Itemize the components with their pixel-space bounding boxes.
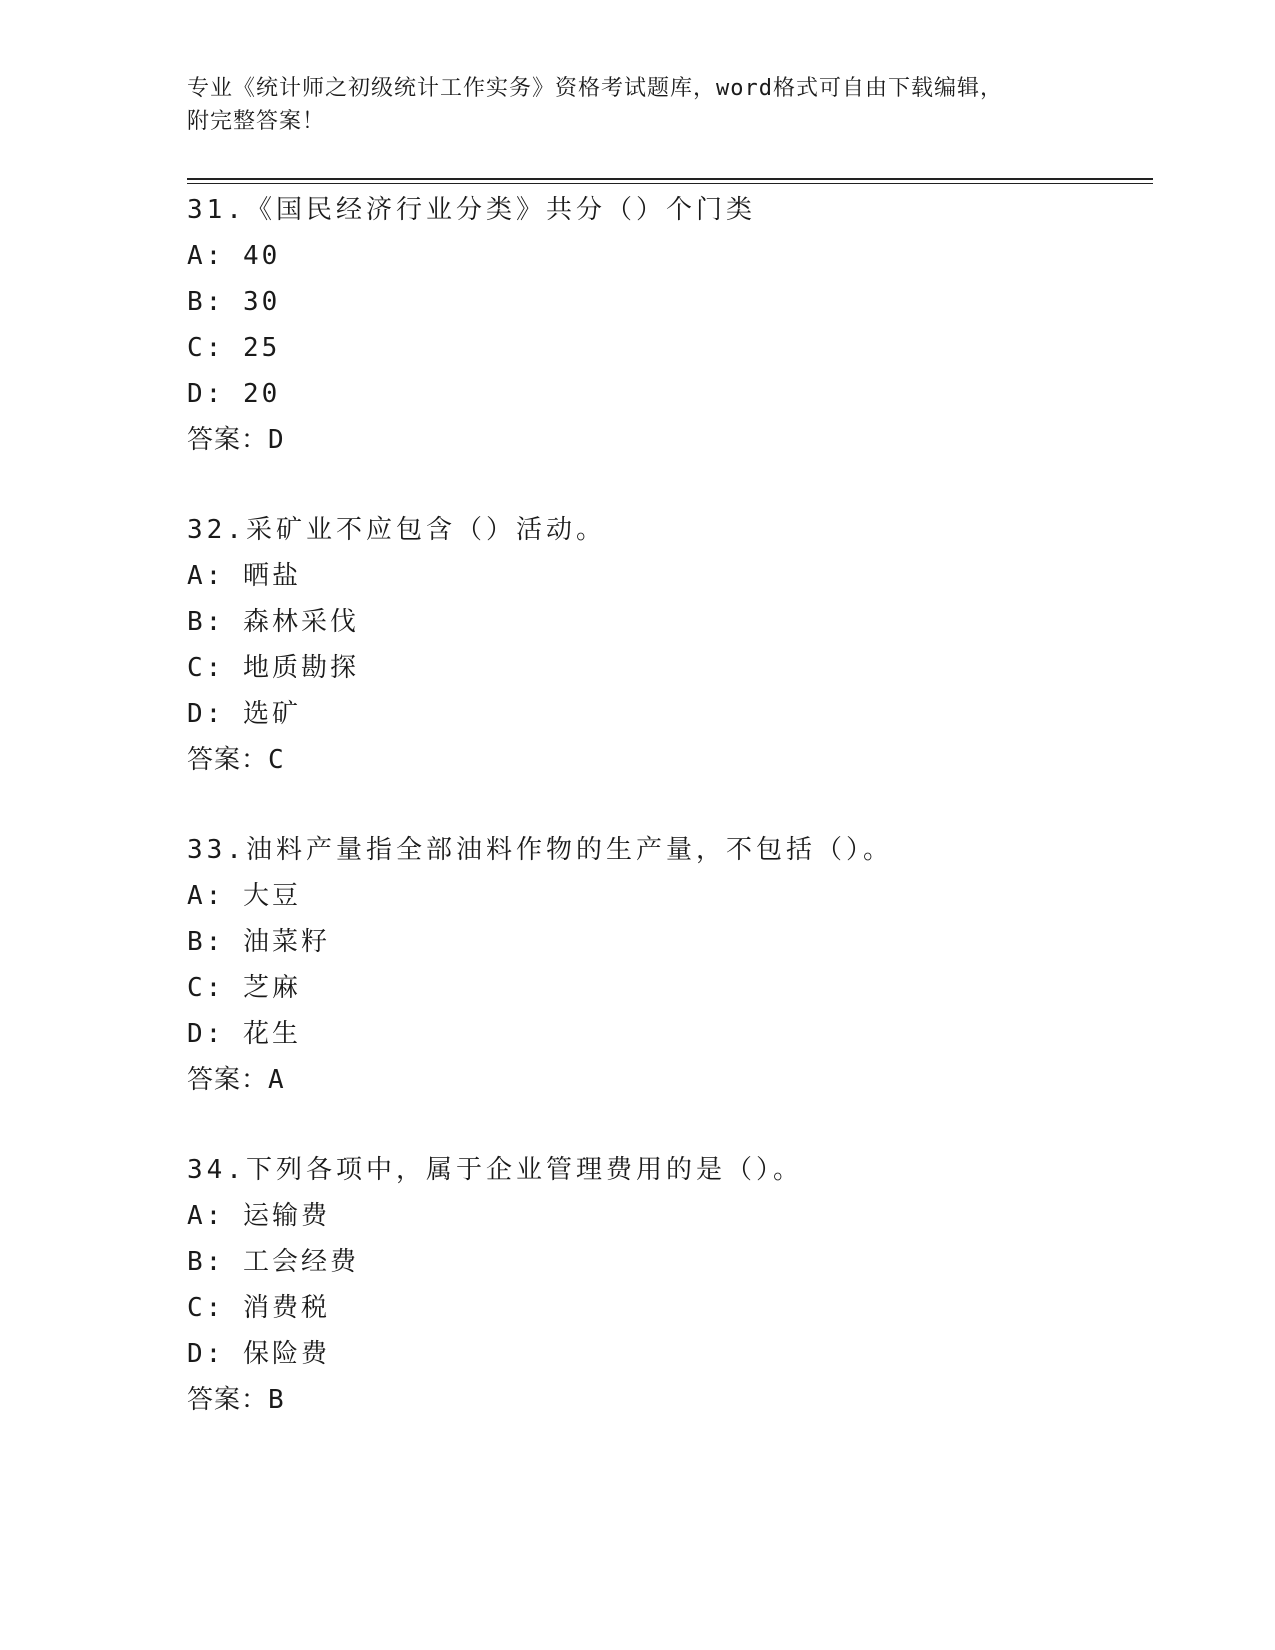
answer-label: 答案： — [187, 1385, 269, 1415]
option-d: D: 选矿 — [187, 699, 301, 729]
answer-value: B — [268, 1385, 284, 1415]
question-stem: 34.下列各项中，属于企业管理费用的是（）。 — [187, 1155, 803, 1185]
answer-label: 答案： — [187, 745, 269, 775]
option-c: C: 芝麻 — [187, 973, 301, 1003]
option-d: D: 保险费 — [187, 1339, 330, 1369]
answer-value: C — [268, 745, 284, 775]
option-a: A: 晒盐 — [187, 561, 301, 591]
option-b: B: 30 — [187, 287, 281, 317]
option-a: A: 大豆 — [187, 881, 301, 911]
option-a: A: 40 — [187, 241, 281, 271]
header-line-2: 附完整答案！ — [187, 109, 326, 134]
option-c: C: 25 — [187, 333, 281, 363]
answer-value: A — [268, 1065, 284, 1095]
header-line-1: 专业《统计师之初级统计工作实务》资格考试题库，word格式可自由下载编辑， — [187, 76, 1003, 101]
answer — [187, 1057, 1147, 1103]
answer-label: 答案： — [187, 425, 269, 455]
answer — [187, 737, 1147, 783]
option-b: B: 工会经费 — [187, 1247, 359, 1277]
option-a: A: 运输费 — [187, 1201, 330, 1231]
answer-label: 答案： — [187, 1065, 269, 1095]
header-divider-thick — [187, 178, 1153, 180]
question-stem: 32.采矿业不应包含（）活动。 — [187, 515, 606, 545]
question-31 — [187, 187, 1147, 463]
question-stem: 31.《国民经济行业分类》共分（）个门类 — [187, 195, 756, 225]
question-34 — [187, 1147, 1147, 1423]
answer — [187, 1377, 1147, 1423]
option-d: D: 20 — [187, 379, 281, 409]
answer-value: D — [268, 425, 284, 455]
option-c: C: 地质勘探 — [187, 653, 359, 683]
answer — [187, 417, 1147, 463]
header-divider-thin — [187, 183, 1153, 184]
option-b: B: 油菜籽 — [187, 927, 330, 957]
option-c: C: 消费税 — [187, 1293, 330, 1323]
option-b: B: 森林采伐 — [187, 607, 359, 637]
question-stem: 33.油料产量指全部油料作物的生产量，不包括（）。 — [187, 835, 893, 865]
question-32 — [187, 507, 1147, 783]
option-d: D: 花生 — [187, 1019, 301, 1049]
question-33 — [187, 827, 1147, 1103]
document-header — [187, 72, 1087, 138]
